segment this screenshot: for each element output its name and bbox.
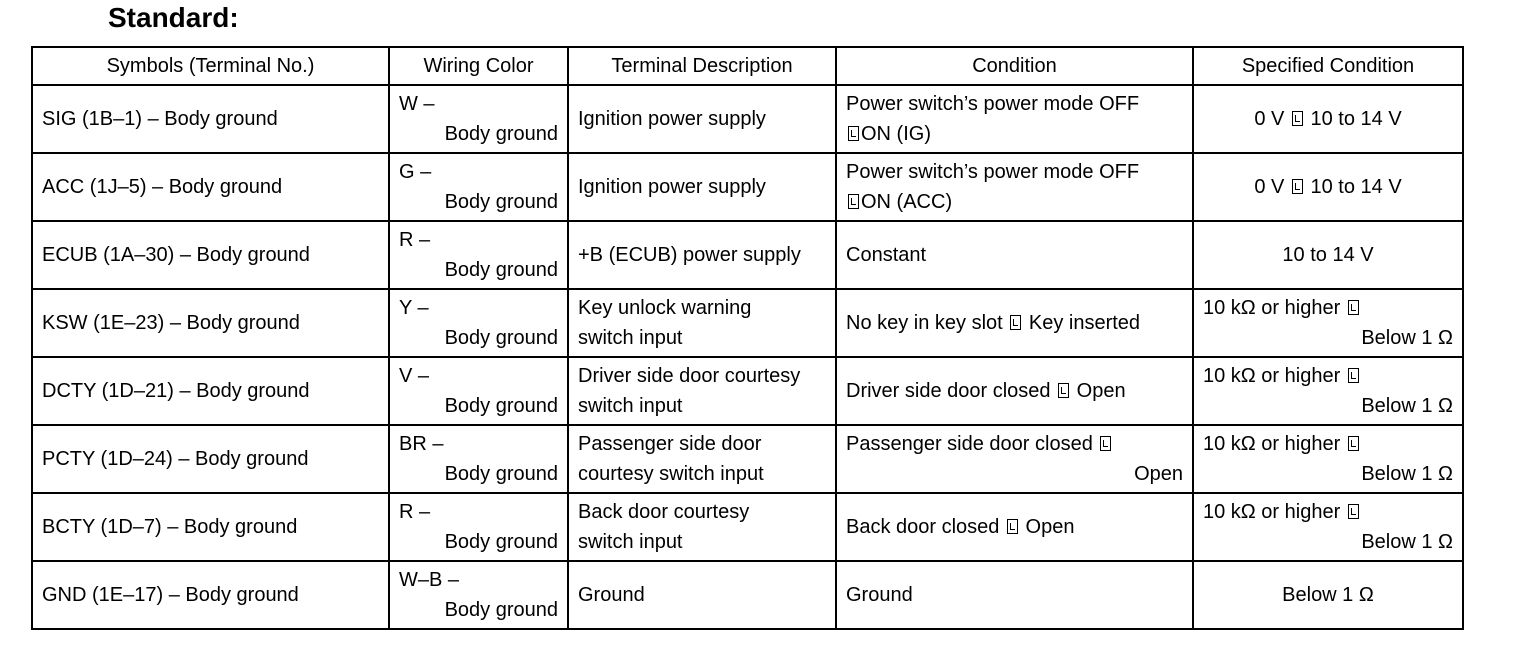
wiring-color-cell (389, 493, 568, 561)
wiring-color-code: R – (399, 501, 431, 523)
arrow-glyph-icon (1292, 111, 1303, 126)
terminal-description-cell (568, 357, 836, 425)
symbol-cell: BCTY (1D–7) – Body ground (32, 493, 389, 561)
terminal-description-line: Driver side door courtesy (578, 365, 801, 387)
terminal-description-cell (568, 561, 836, 629)
wiring-color-code: R – (399, 229, 431, 251)
condition-to: Open (1076, 380, 1126, 402)
wiring-color-ground: Body ground (444, 463, 558, 485)
terminal-description-cell (568, 425, 836, 493)
specified-from: 0 V (1254, 108, 1285, 130)
condition-from-line: Power switch’s power mode OFF (846, 93, 1140, 115)
terminal-description-line: switch input (578, 395, 683, 417)
wiring-color-ground: Body ground (444, 599, 558, 621)
condition-cell (836, 221, 1193, 289)
condition-cell (836, 85, 1193, 153)
condition-from: Back door closed (846, 516, 1000, 538)
terminal-description-line: switch input (578, 531, 683, 553)
specified-from-line: 10 kΩ or higher (1203, 497, 1453, 527)
arrow-glyph-icon (1292, 179, 1303, 194)
wiring-color-cell (389, 425, 568, 493)
specified-condition-cell (1193, 357, 1463, 425)
symbol-cell: ACC (1J–5) – Body ground (32, 153, 389, 221)
symbol-cell: DCTY (1D–21) – Body ground (32, 357, 389, 425)
wiring-color-ground: Body ground (444, 327, 558, 349)
table-row (32, 561, 1463, 629)
condition-from: No key in key slot (846, 312, 1003, 334)
specified-to-line: Below 1 Ω (1361, 327, 1453, 349)
specified-value: 10 to 14 V (1282, 244, 1374, 266)
table-row (32, 425, 1463, 493)
condition-cell (836, 153, 1193, 221)
arrow-glyph-icon (1348, 504, 1359, 519)
terminal-description-cell (568, 153, 836, 221)
table-row (32, 85, 1463, 153)
specified-condition-cell (1193, 221, 1463, 289)
symbol-cell: GND (1E–17) – Body ground (32, 561, 389, 629)
condition-to: Key inserted (1028, 312, 1141, 334)
terminal-description-line: switch input (578, 327, 683, 349)
arrow-glyph-icon (1100, 436, 1111, 451)
arrow-glyph-icon (1007, 519, 1018, 534)
specified-condition-cell (1193, 425, 1463, 493)
symbol-cell: PCTY (1D–24) – Body ground (32, 425, 389, 493)
arrow-glyph-icon (1348, 300, 1359, 315)
table-row (32, 221, 1463, 289)
condition-to-line: ON (IG) (846, 119, 1183, 149)
column-header-terminal-description: Terminal Description (568, 47, 836, 85)
wiring-color-code: W–B – (399, 569, 460, 591)
terminal-description-cell (568, 221, 836, 289)
arrow-glyph-icon (1348, 368, 1359, 383)
column-header-symbols: Symbols (Terminal No.) (32, 47, 389, 85)
wiring-color-cell (389, 357, 568, 425)
wiring-color-ground: Body ground (444, 395, 558, 417)
condition-to-line: ON (ACC) (846, 187, 1183, 217)
wiring-color-ground: Body ground (444, 191, 558, 213)
terminal-description-line: Back door courtesy (578, 501, 750, 523)
condition-from-line: Passenger side door closed (846, 429, 1183, 459)
terminal-description-cell (568, 493, 836, 561)
wiring-color-ground: Body ground (444, 123, 558, 145)
condition-cell (836, 561, 1193, 629)
terminal-description-line: Ignition power supply (578, 108, 766, 130)
specified-condition-cell (1193, 153, 1463, 221)
section-heading: Standard: (108, 2, 239, 33)
wiring-color-cell (389, 561, 568, 629)
specified-to: 10 to 14 V (1310, 176, 1402, 198)
specified-from-line: 10 kΩ or higher (1203, 293, 1453, 323)
condition-text: Constant (846, 244, 927, 266)
specified-condition-cell (1193, 289, 1463, 357)
column-header-wiring-color: Wiring Color (389, 47, 568, 85)
wiring-color-code: Y – (399, 297, 429, 319)
specified-from-line: 10 kΩ or higher (1203, 429, 1453, 459)
arrow-glyph-icon (1010, 315, 1021, 330)
terminal-spec-table (31, 46, 1464, 630)
wiring-color-cell (389, 289, 568, 357)
arrow-glyph-icon (848, 126, 859, 141)
specified-to-line: Below 1 Ω (1361, 463, 1453, 485)
arrow-glyph-icon (848, 194, 859, 209)
wiring-color-code: BR – (399, 433, 444, 455)
table-row (32, 289, 1463, 357)
arrow-glyph-icon (1348, 436, 1359, 451)
symbol-cell: SIG (1B–1) – Body ground (32, 85, 389, 153)
wiring-color-code: W – (399, 93, 435, 115)
wiring-color-cell (389, 221, 568, 289)
column-header-specified-condition: Specified Condition (1193, 47, 1463, 85)
terminal-description-line: Key unlock warning (578, 297, 752, 319)
specified-from-line: 10 kΩ or higher (1203, 361, 1453, 391)
symbol-cell: KSW (1E–23) – Body ground (32, 289, 389, 357)
symbol-cell: ECUB (1A–30) – Body ground (32, 221, 389, 289)
specified-condition-cell (1193, 561, 1463, 629)
wiring-color-cell (389, 153, 568, 221)
condition-to-line: Open (1134, 463, 1183, 485)
condition-from: Driver side door closed (846, 380, 1051, 402)
wiring-color-code: V – (399, 365, 430, 387)
condition-from-line: Power switch’s power mode OFF (846, 161, 1140, 183)
specified-to: 10 to 14 V (1310, 108, 1402, 130)
terminal-description-line: courtesy switch input (578, 463, 764, 485)
terminal-description-line: +B (ECUB) power supply (578, 244, 801, 266)
condition-cell (836, 425, 1193, 493)
terminal-description-cell (568, 289, 836, 357)
condition-to: Open (1025, 516, 1075, 538)
column-header-condition: Condition (836, 47, 1193, 85)
condition-cell (836, 357, 1193, 425)
terminal-description-line: Passenger side door (578, 433, 762, 455)
wiring-color-cell (389, 85, 568, 153)
condition-text: Ground (846, 584, 913, 606)
arrow-glyph-icon (1058, 383, 1069, 398)
condition-cell (836, 493, 1193, 561)
specified-condition-cell (1193, 85, 1463, 153)
specified-to-line: Below 1 Ω (1361, 531, 1453, 553)
terminal-description-cell (568, 85, 836, 153)
condition-cell (836, 289, 1193, 357)
terminal-description-line: Ignition power supply (578, 176, 766, 198)
terminal-description-line: Ground (578, 584, 645, 606)
specified-condition-cell (1193, 493, 1463, 561)
table-header-row (32, 47, 1463, 85)
wiring-color-code: G – (399, 161, 432, 183)
specified-value: Below 1 Ω (1282, 584, 1374, 606)
table-row (32, 493, 1463, 561)
wiring-color-ground: Body ground (444, 531, 558, 553)
specified-to-line: Below 1 Ω (1361, 395, 1453, 417)
table-row (32, 357, 1463, 425)
wiring-color-ground: Body ground (444, 259, 558, 281)
table-row (32, 153, 1463, 221)
specified-from: 0 V (1254, 176, 1285, 198)
